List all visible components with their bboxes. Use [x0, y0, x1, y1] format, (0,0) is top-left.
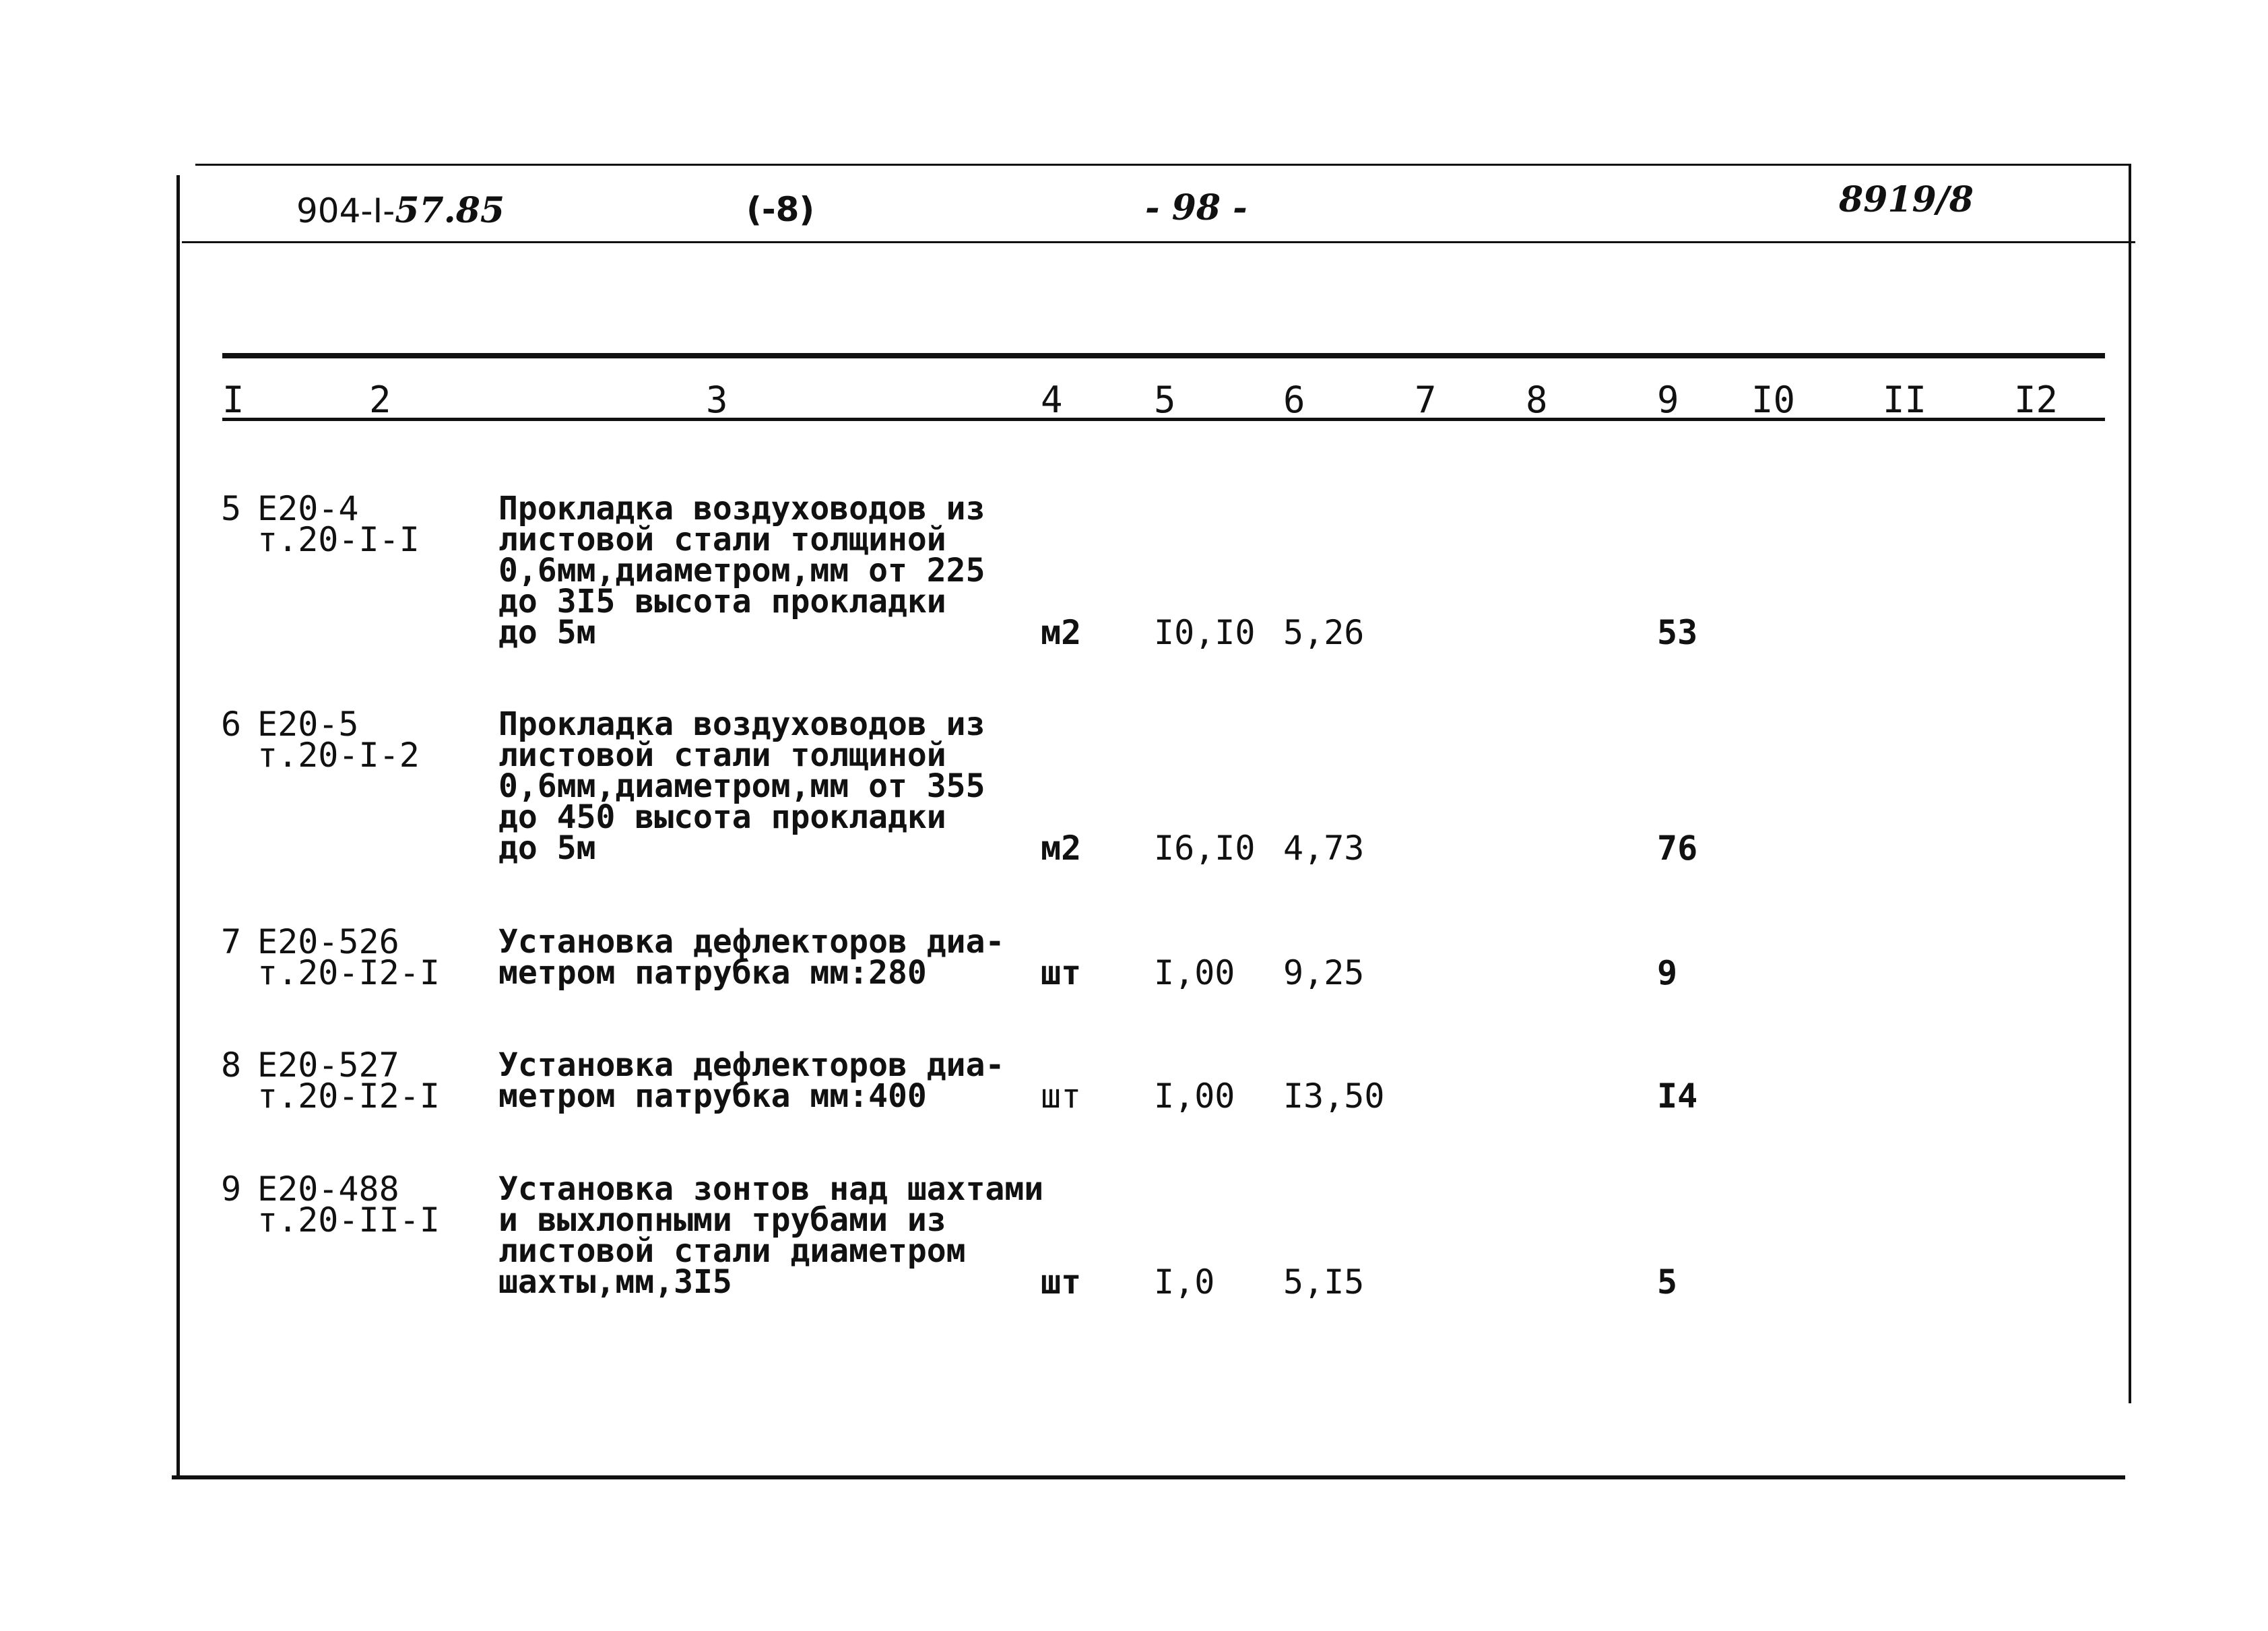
frame-left-border	[176, 175, 180, 1475]
table-row-unit: м2	[1041, 613, 1082, 652]
header-underline	[182, 241, 2135, 243]
column-number-4: 4	[1041, 379, 1063, 421]
column-number-1: I	[222, 379, 245, 421]
table-row-number: 9	[221, 1170, 242, 1209]
table-row-price: 9,25	[1283, 953, 1365, 992]
column-number-5: 5	[1154, 379, 1176, 421]
table-row-description: Прокладка воздуховодов из листовой стали толщиной 0,6мм,диаметром,мм от 225 до 3I5 высота прокладки до 5м	[498, 490, 985, 651]
table-row-unit: шт	[1041, 1262, 1082, 1302]
table-row-code: E20-5	[257, 705, 359, 744]
table-row-ref: т.20-I2-I	[257, 1077, 440, 1116]
document-code-prefix: 904-I-	[296, 191, 395, 230]
frame-right-border	[2129, 164, 2131, 1403]
column-number-3: 3	[706, 379, 728, 421]
table-row-ref: т.20-I-I	[257, 520, 420, 559]
column-number-6: 6	[1283, 379, 1305, 421]
table-top-rule	[222, 353, 2105, 358]
table-row-quantity: I0,I0	[1154, 613, 1256, 652]
table-row-unit: м2	[1041, 829, 1082, 868]
document-code	[296, 190, 505, 231]
table-row-price: 5,I5	[1283, 1262, 1365, 1302]
table-row-code: E20-488	[257, 1170, 399, 1209]
column-number-10: I0	[1751, 379, 1796, 421]
column-number-11: II	[1883, 379, 1927, 421]
document-code-handwritten: 57.85	[395, 190, 505, 231]
table-row-number: 6	[221, 705, 242, 744]
document-part: (-8)	[746, 190, 815, 229]
table-row-quantity: I6,I0	[1154, 829, 1256, 868]
table-row-total: 9	[1657, 953, 1678, 992]
archive-number: 8919/8	[1839, 179, 1974, 220]
column-number-2: 2	[369, 379, 391, 421]
table-row-number: 7	[221, 922, 242, 961]
table-row-quantity: I,0	[1154, 1262, 1215, 1302]
table-row-ref: т.20-I2-I	[257, 953, 440, 992]
table-row-unit: шт	[1041, 1077, 1082, 1116]
table-row-number: 8	[221, 1046, 242, 1085]
table-row-description: Установка дефлекторов диа- метром патрубка мм:400	[498, 1046, 1005, 1115]
table-row-total: 53	[1657, 613, 1698, 652]
table-row-quantity: I,00	[1154, 1077, 1235, 1116]
table-row-ref: т.20-II-I	[257, 1201, 440, 1240]
table-row-price: 4,73	[1283, 829, 1365, 868]
table-row-total: 76	[1657, 829, 1698, 868]
column-number-12: I2	[2014, 379, 2059, 421]
table-row-price: 5,26	[1283, 613, 1365, 652]
table-row-ref: т.20-I-2	[257, 736, 420, 775]
column-number-7: 7	[1415, 379, 1437, 421]
table-row-price: I3,50	[1283, 1077, 1385, 1116]
table-row-number: 5	[221, 489, 242, 528]
table-row-quantity: I,00	[1154, 953, 1235, 992]
column-number-8: 8	[1526, 379, 1548, 421]
table-row-code: E20-526	[257, 922, 399, 961]
frame-top-rule	[195, 164, 2129, 166]
frame-bottom-rule	[172, 1475, 2125, 1479]
table-row-code: E20-4	[257, 489, 359, 528]
table-row-total: 5	[1657, 1262, 1678, 1302]
table-row-description: Установка дефлекторов диа- метром патрубка мм:280	[498, 923, 1005, 992]
table-row-description: Установка зонтов над шахтами и выхлопными трубами из листовой стали диаметром шахты,мм,3I5	[498, 1170, 1044, 1301]
table-row-unit: шт	[1041, 953, 1082, 992]
table-row-description: Прокладка воздуховодов из листовой стали толщиной 0,6мм,диаметром,мм от 355 до 450 высота прокладки до 5м	[498, 705, 985, 867]
table-row-total: I4	[1657, 1077, 1698, 1116]
column-number-9: 9	[1657, 379, 1679, 421]
page-number: - 98 -	[1145, 187, 1248, 228]
table-row-code: E20-527	[257, 1046, 399, 1085]
